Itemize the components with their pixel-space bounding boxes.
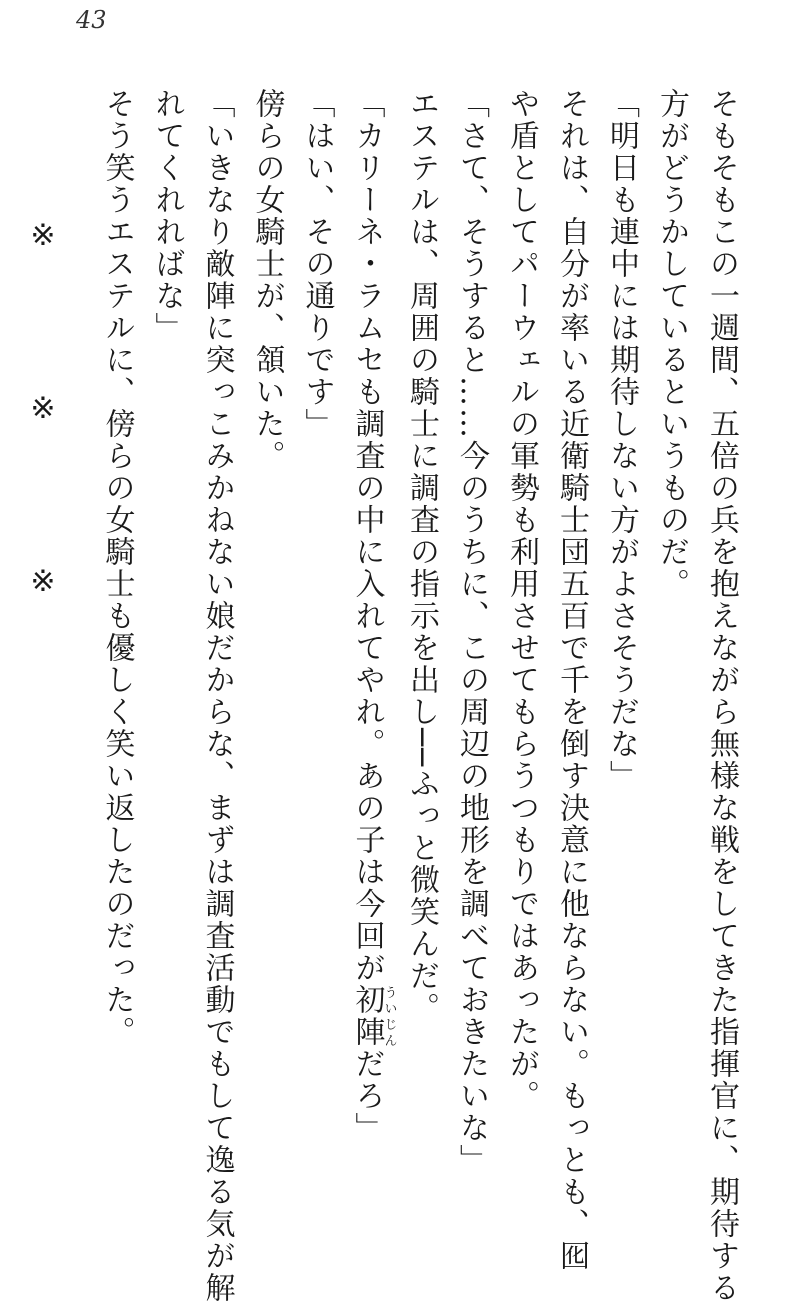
text-line: れてくれればな」 [149, 88, 185, 344]
text-line: や盾としてパーウェルの軍勢も利用させてもらうつもりではあったが。 [504, 88, 539, 1112]
ruby-base: 初陣 [349, 984, 385, 1048]
blank-line [0, 88, 18, 1148]
dialogue-line: 「はい、その通りです」 [299, 88, 335, 440]
scene-break-marks: ※ ※ ※ [25, 218, 61, 653]
text-line: そう笑うエステルに、傍らの女騎士も優しく笑い返したのだった。 [99, 88, 135, 1048]
text-line: 方がどうかしているというものだ。 [654, 88, 689, 600]
text-line: 傍らの女騎士が、頷いた。 [249, 88, 285, 472]
text-line: エステルは、周囲の騎士に調査の指示を出し──ふっと微笑んだ。 [404, 88, 439, 1025]
blank-line [68, 88, 92, 1148]
dialogue-text-end: だろ」 [349, 1048, 385, 1144]
dialogue-line: 「さて、そうすると……今のうちに、この周辺の地形を調べておきたいな」 [454, 88, 489, 1176]
dialogue-line-with-ruby [342, 88, 397, 1148]
dialogue-text: 「カリーネ・ラムセも調査の中に入れてやれ。あの子は今回が [349, 88, 385, 984]
dialogue-line: 「明日も連中には期待しない方がよさそうだな」 [604, 88, 639, 792]
dialogue-line: 「いきなり敵陣に突っこみかねない娘だからな、まずは調査活動でもして逸る気が解 [199, 88, 235, 1304]
vertical-body-text [0, 88, 746, 1304]
ruby-word [349, 984, 397, 1048]
ruby-reading: ういじん [381, 984, 397, 1048]
text-line: そもそもこの一週間、五倍の兵を抱えながら無様な戦をしてきた指揮官に、期待する [704, 88, 739, 1304]
text-line: それは、自分が率いる近衛騎士団五百で千を倒す決意に他ならない。もっとも、囮 [554, 88, 589, 1272]
page-number: 43 [76, 6, 107, 34]
